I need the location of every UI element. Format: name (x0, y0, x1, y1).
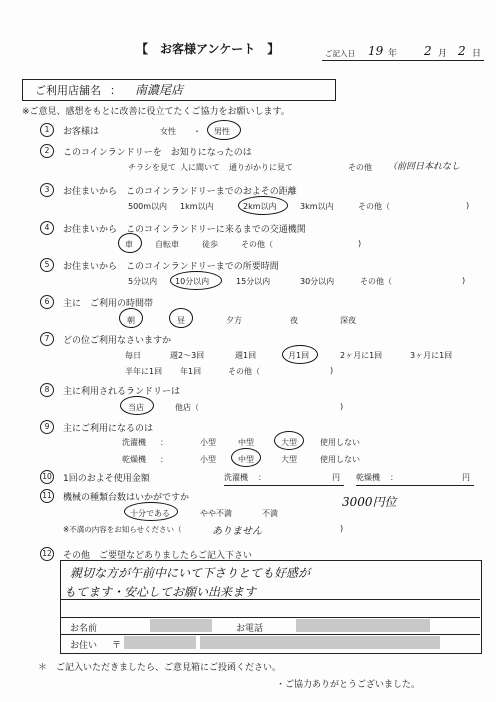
q5-question: お住まいから このコインランドリーまでの所要時間 (63, 262, 279, 272)
q2-option-other[interactable]: その他 (348, 163, 372, 172)
store-colon: ： (110, 84, 121, 97)
q9-dryer-label: 乾燥機 (122, 455, 146, 464)
q9-washer-label: 洗濯機 (122, 438, 146, 447)
q7-selected-mark (282, 345, 318, 364)
q4-option-car[interactable]: 車 (125, 240, 133, 249)
page-title: 【 お客様アンケート 】 (136, 42, 280, 56)
q11-note-label: ※不満の内容をお知らせください（ (63, 525, 182, 534)
q1-number: 1 (40, 123, 54, 137)
q10-dryer-colon: ： (390, 473, 398, 482)
q11-note-answer: ありません (212, 526, 262, 537)
q11-option-somewhat-dissatisfied[interactable]: やや不満 (200, 509, 232, 518)
q2-option-flyer[interactable]: チラシを見て (128, 163, 176, 172)
q7-option-weekly[interactable]: 週1回 (235, 351, 257, 360)
q3-option-1km[interactable]: 1km以内 (180, 202, 214, 211)
q8-number: 8 (40, 383, 54, 397)
postal-mark: 〒 (112, 641, 122, 651)
q1-option-female[interactable]: 女性 (160, 127, 176, 136)
q3-option-500m[interactable]: 500m以内 (128, 202, 168, 211)
q9-washer-medium[interactable]: 中型 (238, 438, 254, 447)
q9-dryer-medium[interactable]: 中型 (238, 455, 254, 464)
q4-option-other[interactable]: その他（ (241, 240, 273, 249)
q5-other-close: ) (462, 276, 466, 285)
q3-option-3km[interactable]: 3km以内 (300, 202, 334, 211)
q2-number: 2 (40, 144, 54, 158)
intro-text: ※ご意見、感想をもとに改善に役立てたくご協力をお願いします。 (22, 107, 290, 117)
q10-washer-yen: 円 (332, 473, 340, 482)
q7-option-semiannual[interactable]: 半年に1回 (125, 367, 163, 376)
q9-dryer-colon: ： (160, 455, 168, 464)
q8-question: 主に利用されるランドリーは (63, 387, 181, 397)
q6-option-late-night[interactable]: 深夜 (340, 316, 356, 325)
q7-option-monthly[interactable]: 月1回 (288, 351, 310, 360)
date-day-unit: 日 (472, 49, 482, 59)
q6-option-morning[interactable]: 朝 (127, 316, 135, 325)
address-redaction (200, 636, 440, 649)
q5-selected-mark (170, 271, 222, 290)
q12-number: 12 (40, 547, 54, 561)
footer-thanks: ・ご協力ありがとうございました。 (276, 680, 421, 690)
q4-option-walk[interactable]: 徒歩 (202, 240, 218, 249)
q10-dryer-yen: 円 (462, 473, 470, 482)
q8-option-other-store[interactable]: 他店（ (175, 403, 199, 412)
q7-option-other[interactable]: その他（ (228, 367, 260, 376)
q10-number: 10 (40, 470, 54, 484)
q10-washer-colon: ： (258, 473, 266, 482)
q6-selected-mark-noon (169, 308, 193, 328)
q9-number: 9 (40, 420, 54, 434)
q6-number: 6 (40, 295, 54, 309)
q2-question: このコインランドリーを お知りになったのは (63, 148, 252, 158)
q12-answer-line-1: 親切な方が午前中にいて下さりとても好感が (70, 566, 311, 580)
q9-dryer-selected-mark (231, 448, 261, 467)
q5-option-15min[interactable]: 15分以内 (236, 277, 271, 286)
q3-number: 3 (40, 183, 54, 197)
q12-question: その他 ご要望などありましたらご記入下さい (63, 551, 253, 561)
q1-selected-mark (207, 120, 241, 140)
address-label: お住い (70, 641, 98, 651)
q9-washer-small[interactable]: 小型 (200, 438, 216, 447)
q11-selected-mark (124, 502, 178, 521)
q9-washer-colon: ： (160, 438, 168, 447)
q11-question: 機械の種類台数はいかがですか (63, 493, 190, 503)
q7-number: 7 (40, 332, 54, 346)
q9-dryer-small[interactable]: 小型 (200, 455, 216, 464)
date-month-unit: 月 (438, 49, 448, 59)
q11-option-sufficient[interactable]: 十分である (130, 509, 170, 518)
q5-option-10min[interactable]: 10分以内 (175, 277, 210, 286)
q1-option-male[interactable]: 男性 (214, 127, 230, 136)
q10-washer-underline (224, 485, 344, 486)
q10-question: 1回のおよそ使用金額 (63, 474, 150, 484)
q2-option-word-of-mouth[interactable]: 人に聞いて (180, 163, 220, 172)
q5-option-other[interactable]: その他（ (360, 277, 392, 286)
phone-redaction (296, 619, 430, 632)
q12-row-line-3 (60, 634, 480, 635)
q8-selected-mark (120, 396, 154, 415)
q10-washer-label: 洗濯機 (224, 473, 248, 482)
q10-dryer-underline (356, 485, 474, 486)
date-day-value: 2 (458, 44, 466, 58)
q7-option-2-3-per-week[interactable]: 週2～3回 (170, 351, 205, 360)
q4-option-bicycle[interactable]: 自転車 (155, 240, 179, 249)
q7-option-daily[interactable]: 毎日 (125, 351, 141, 360)
q8-option-this-store[interactable]: 当店 (128, 403, 144, 412)
q3-option-other[interactable]: その他（ (358, 202, 390, 211)
q8-other-close: ) (340, 402, 344, 411)
store-name-value: 南濃尾店 (135, 83, 184, 97)
q4-question: お住まいから このコインランドリーに来るまでの交通機関 (63, 225, 306, 235)
q10-dryer-label: 乾燥機 (356, 473, 380, 482)
date-underline (322, 60, 484, 61)
q11-number: 11 (40, 489, 54, 503)
footer-note: ＊ ご記入いただきましたら、ご意見箱にご投函ください。 (38, 663, 282, 673)
q3-question: お住まいから このコインランドリーまでのおよその距離 (63, 187, 297, 197)
q3-selected-mark (238, 196, 288, 215)
q9-question: 主にご利用になるのは (63, 424, 154, 434)
date-year-unit: 年 (388, 49, 398, 59)
date-label: ご記入日 (325, 49, 355, 58)
date-month-value: 2 (424, 44, 432, 58)
q9-washer-none[interactable]: 使用しない (320, 438, 360, 447)
q7-option-quarterly[interactable]: 3ヶ月に1回 (410, 351, 453, 360)
name-redaction (150, 619, 212, 632)
q10-handwritten-amount: 3000円位 (342, 495, 397, 509)
q12-answer-line-2: もてます・安心してお願い出来ます (64, 585, 257, 599)
q6-selected-mark-morning (119, 308, 143, 328)
name-label: お名前 (70, 624, 98, 634)
q12-row-line-2 (60, 617, 480, 618)
q7-option-yearly[interactable]: 年1回 (180, 367, 202, 376)
q11-option-dissatisfied[interactable]: 不満 (262, 509, 278, 518)
q6-option-night[interactable]: 夜 (290, 316, 298, 325)
q6-option-noon[interactable]: 昼 (177, 316, 185, 325)
q7-other-close: ) (330, 366, 334, 375)
q7-question: どの位ご利用なさいますか (63, 336, 172, 346)
q3-option-2km[interactable]: 2km以内 (243, 202, 277, 211)
q9-dryer-none[interactable]: 使用しない (320, 455, 360, 464)
q6-option-evening[interactable]: 夕方 (226, 316, 242, 325)
q7-option-bimonthly[interactable]: 2ヶ月に1回 (340, 351, 383, 360)
q5-number: 5 (40, 258, 54, 272)
phone-label: お電話 (236, 624, 264, 634)
date-year-value: 19 (368, 44, 384, 58)
q5-option-5min[interactable]: 5分以内 (128, 277, 158, 286)
store-label: ご利用店舗名 (35, 84, 101, 97)
q9-dryer-large[interactable]: 大型 (281, 455, 297, 464)
q11-note-close: ) (340, 524, 344, 533)
q4-other-close: ) (358, 239, 362, 248)
q9-washer-selected-mark (274, 431, 304, 450)
q2-other-answer: （前回日本れなし (388, 162, 461, 172)
q4-selected-mark (118, 233, 142, 253)
q1-separator: ・ (193, 127, 201, 136)
q2-option-passing-by[interactable]: 通りがかりに見て (229, 163, 293, 172)
q3-other-close: ) (466, 201, 470, 210)
q1-question: お客様は (63, 127, 100, 137)
q9-washer-large[interactable]: 大型 (281, 438, 297, 447)
postal-code-redaction (124, 636, 196, 649)
q5-option-30min[interactable]: 30分以内 (300, 277, 335, 286)
q6-question: 主に ご利用の時間帯 (63, 299, 154, 309)
q4-number: 4 (40, 221, 54, 235)
